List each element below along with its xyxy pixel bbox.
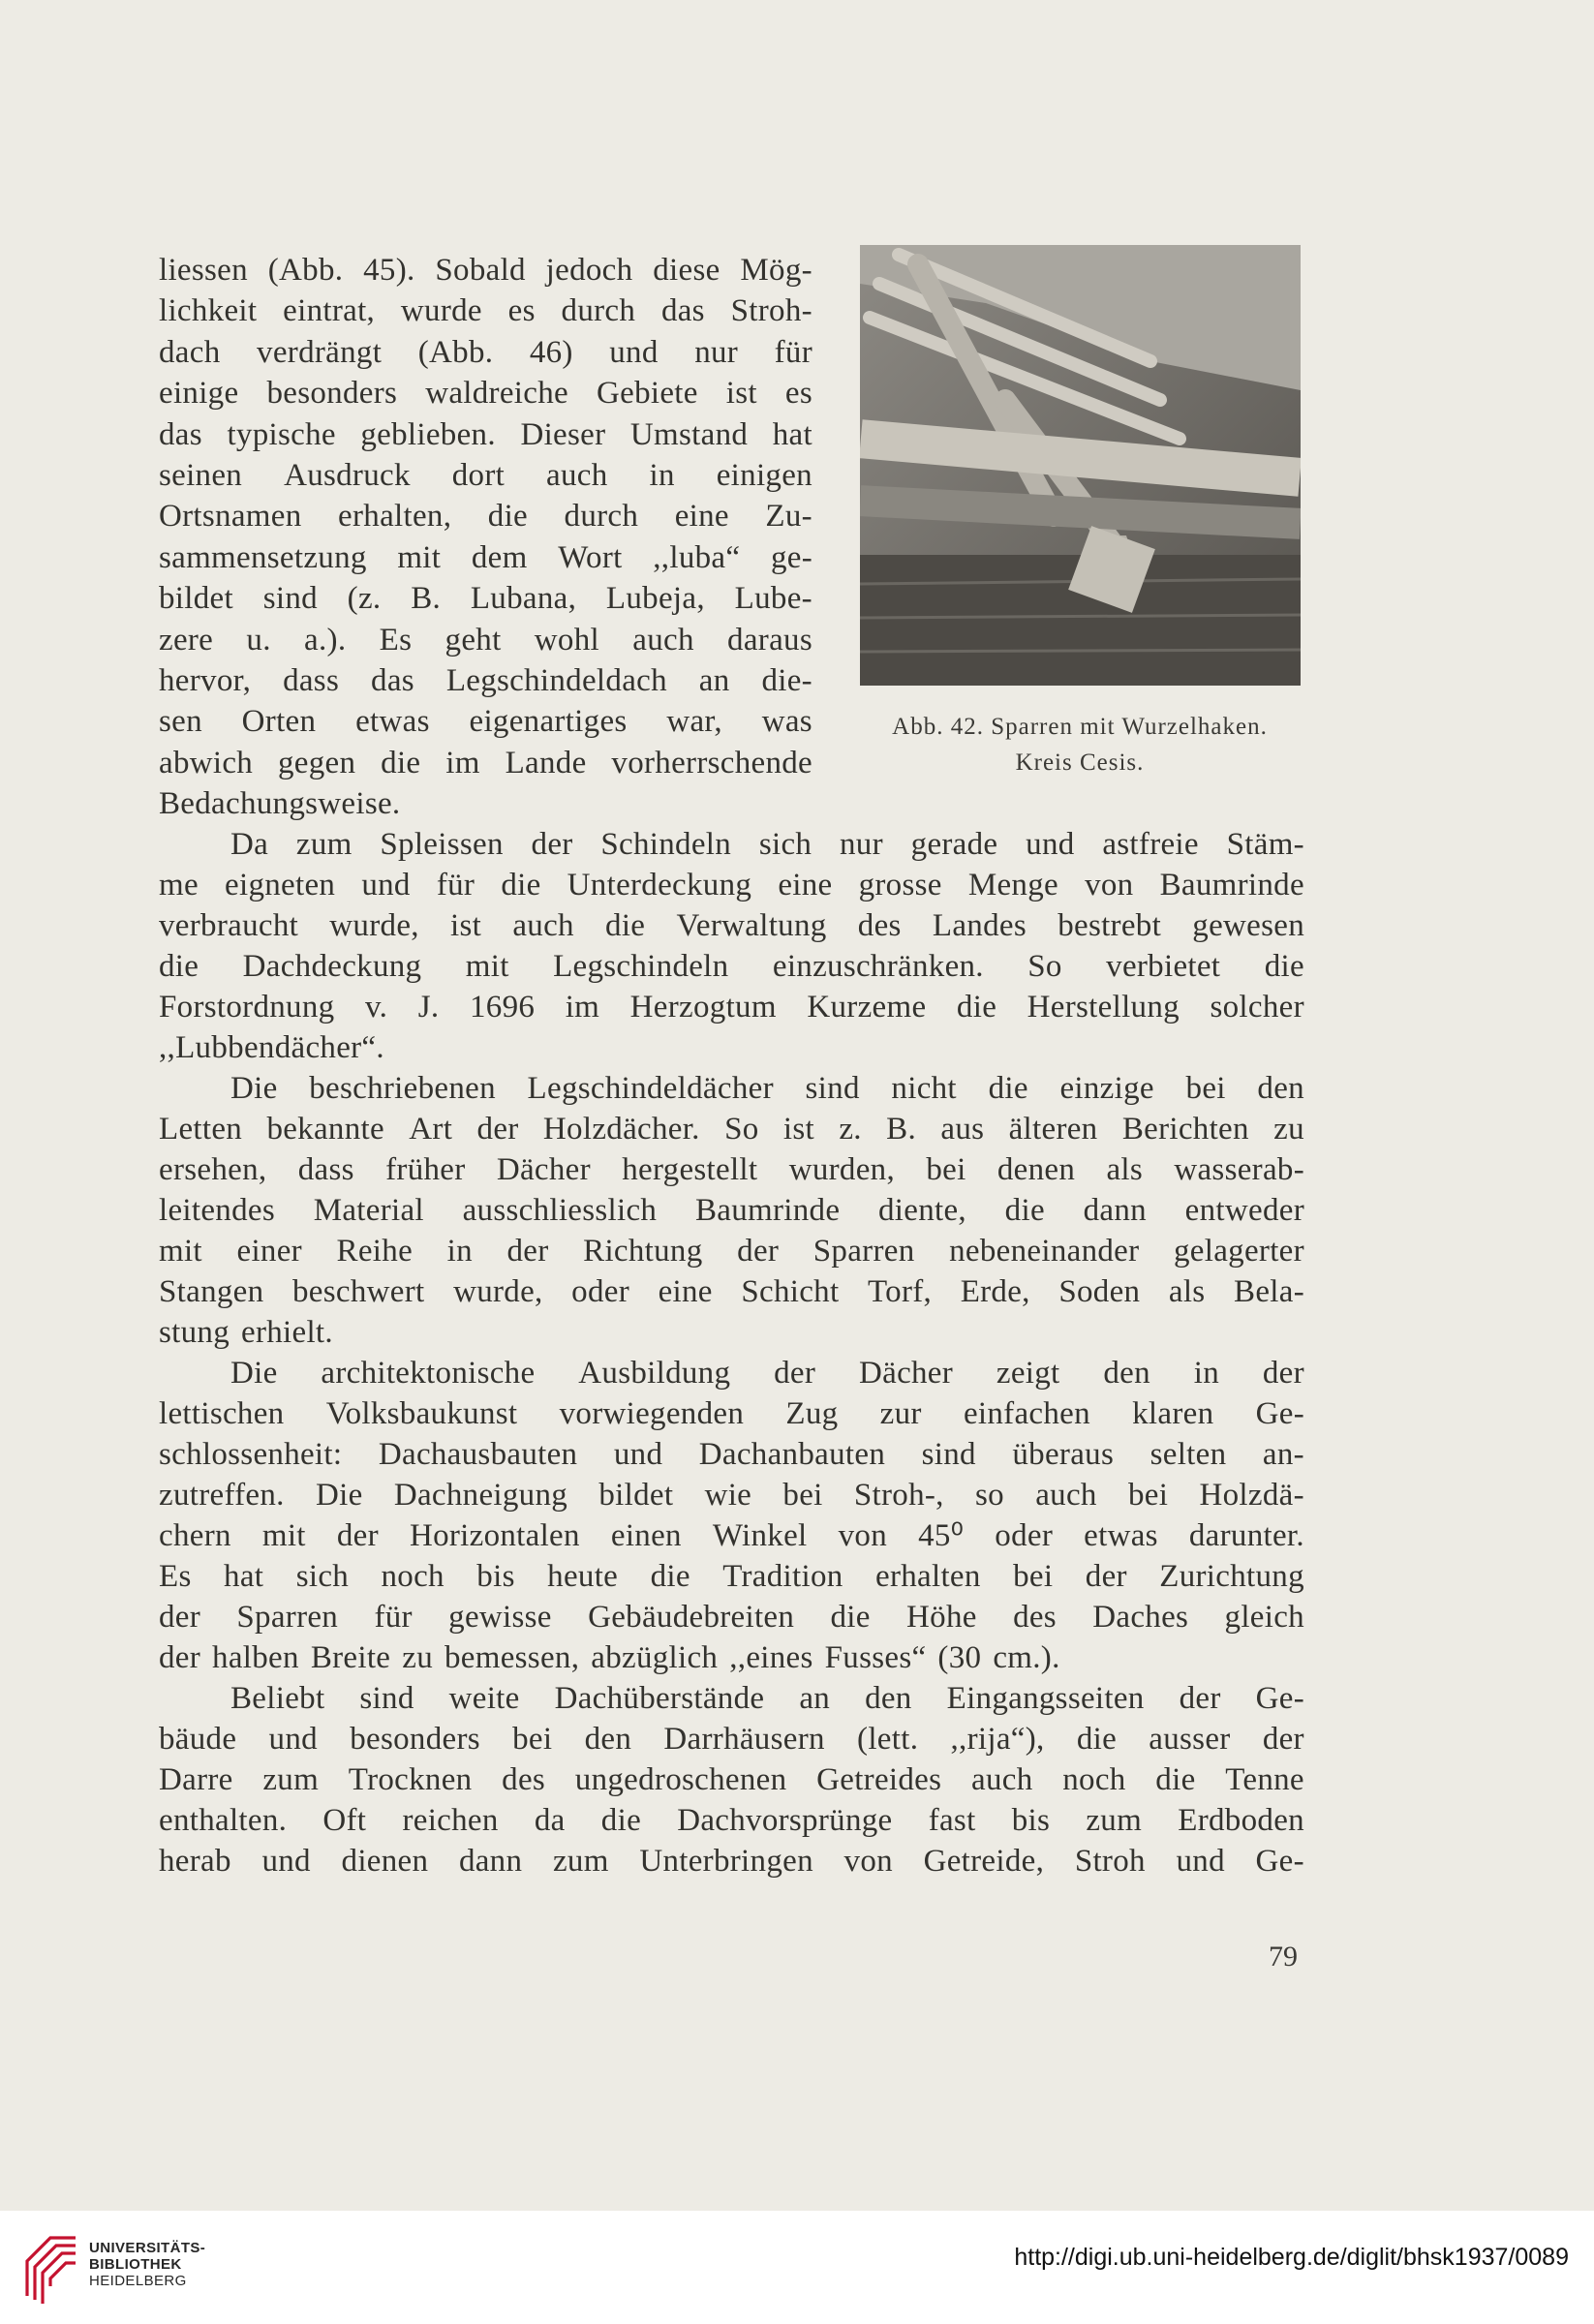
photo-rafters-with-root-hooks bbox=[860, 245, 1301, 686]
text-line: ,,Lubbendächer“. bbox=[159, 1030, 384, 1065]
text-line: Die architektonische Ausbildung der Dächer zeigt den in der bbox=[230, 1356, 1304, 1391]
text-line: ersehen, dass früher Dächer hergestellt wurden, bei denen als wasserab- bbox=[159, 1152, 1304, 1187]
permalink-url[interactable]: http://digi.ub.uni-heidelberg.de/diglit/bhsk1937/0089 bbox=[1014, 2244, 1569, 2271]
text-line: lettischen Volksbaukunst vorwiegenden Zug zur einfachen klaren Ge- bbox=[159, 1396, 1304, 1431]
text-line: sen Orten etwas eigenartiges war, was bbox=[159, 704, 812, 739]
page-number: 79 bbox=[1269, 1941, 1298, 1972]
text-line: Ortsnamen erhalten, die durch eine Zu- bbox=[159, 499, 812, 534]
text-line: verbraucht wurde, ist auch die Verwaltung des Landes bestrebt gewesen bbox=[159, 908, 1304, 943]
text-line: Da zum Spleissen der Schindeln sich nur gerade und astfreie Stäm- bbox=[230, 827, 1304, 862]
text-line: chern mit der Horizontalen einen Winkel von 45⁰ oder etwas darunter. bbox=[159, 1518, 1304, 1553]
text-line: das typische geblieben. Dieser Umstand hat bbox=[159, 417, 812, 452]
figure-caption-line2: Kreis Cesis. bbox=[1015, 749, 1145, 776]
digital-library-footer bbox=[0, 2211, 1594, 2324]
text-line: zere u. a.). Es geht wohl auch daraus bbox=[159, 623, 812, 657]
text-line: dach verdrängt (Abb. 46) und nur für bbox=[159, 335, 812, 370]
text-line: leitendes Material ausschliesslich Baumrinde diente, die dann entweder bbox=[159, 1193, 1304, 1228]
text-line: die Dachdeckung mit Legschindeln einzuschränken. So verbietet die bbox=[159, 949, 1304, 984]
text-line: schlossenheit: Dachausbauten und Dachanbauten sind überaus selten an- bbox=[159, 1437, 1304, 1472]
text-line: lichkeit eintrat, wurde es durch das Stroh- bbox=[159, 293, 812, 328]
library-name-line3: HEIDELBERG bbox=[89, 2273, 187, 2289]
text-line: bäude und besonders bei den Darrhäusern (lett. ,,rija“), die ausser der bbox=[159, 1722, 1304, 1757]
university-library-logo-icon bbox=[21, 2228, 81, 2306]
text-line: zutreffen. Die Dachneigung bildet wie bei Stroh-, so auch bei Holzdä- bbox=[159, 1478, 1304, 1513]
text-line: Forstordnung v. J. 1696 im Herzogtum Kurzeme die Herstellung solcher bbox=[159, 990, 1304, 1024]
text-line: Es hat sich noch bis heute die Tradition erhalten bei der Zurichtung bbox=[159, 1559, 1304, 1594]
library-name-line2: BIBLIOTHEK bbox=[89, 2256, 182, 2273]
text-line: Bedachungsweise. bbox=[159, 786, 401, 821]
text-line: herab und dienen dann zum Unterbringen von Getreide, Stroh und Ge- bbox=[159, 1844, 1304, 1879]
text-line: hervor, dass das Legschindeldach an die- bbox=[159, 663, 812, 698]
text-line: seinen Ausdruck dort auch in einigen bbox=[159, 458, 812, 493]
text-line: bildet sind (z. B. Lubana, Lubeja, Lube- bbox=[159, 581, 812, 616]
text-line: stung erhielt. bbox=[159, 1315, 333, 1350]
text-line: me eigneten und für die Unterdeckung eine grosse Menge von Baumrinde bbox=[159, 868, 1304, 902]
rafter-photo-illustration bbox=[860, 245, 1301, 686]
text-line: enthalten. Oft reichen da die Dachvorsprünge fast bis zum Erdboden bbox=[159, 1803, 1304, 1838]
text-line: der Sparren für gewisse Gebäudebreiten die Höhe des Daches gleich bbox=[159, 1600, 1304, 1635]
text-line: sammensetzung mit dem Wort ,,luba“ ge- bbox=[159, 540, 812, 575]
text-line: Darre zum Trocknen des ungedroschenen Getreides auch noch die Tenne bbox=[159, 1762, 1304, 1797]
text-line: Die beschriebenen Legschindeldächer sind nicht die einzige bei den bbox=[230, 1071, 1304, 1106]
text-line: Letten bekannte Art der Holzdächer. So ist z. B. aus älteren Berichten zu bbox=[159, 1112, 1304, 1147]
text-line: Beliebt sind weite Dachüberstände an den Eingangsseiten der Ge- bbox=[230, 1681, 1304, 1716]
text-line: einige besonders waldreiche Gebiete ist es bbox=[159, 376, 812, 411]
library-name bbox=[89, 2240, 205, 2289]
text-line: der halben Breite zu bemessen, abzüglich ,,eines Fusses“ (30 cm.). bbox=[159, 1640, 1060, 1675]
figure-caption-line1: Abb. 42. Sparren mit Wurzelhaken. bbox=[892, 714, 1268, 740]
text-line: liessen (Abb. 45). Sobald jedoch diese Mög- bbox=[159, 253, 812, 288]
text-line: abwich gegen die im Lande vorherrschende bbox=[159, 746, 812, 780]
text-line: mit einer Reihe in der Richtung der Sparren nebeneinander gelagerter bbox=[159, 1234, 1304, 1269]
library-name-line1: UNIVERSITÄTS- bbox=[89, 2240, 206, 2256]
text-line: Stangen beschwert wurde, oder eine Schicht Torf, Erde, Soden als Bela- bbox=[159, 1274, 1304, 1309]
